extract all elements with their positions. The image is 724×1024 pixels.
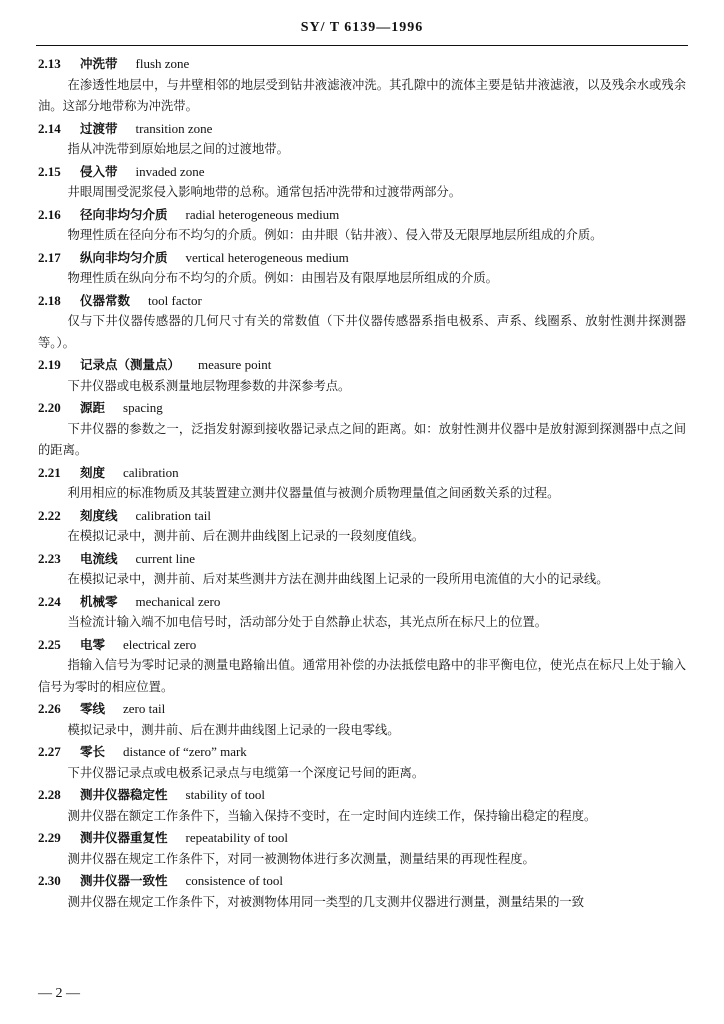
entry-2-30	[38, 870, 686, 913]
term-chinese: 电零	[80, 636, 106, 652]
term-chinese: 零长	[80, 744, 106, 759]
term-english: mechanical zero	[135, 593, 221, 609]
entry-2-25	[38, 634, 686, 699]
term-english: consistence of tool	[185, 873, 283, 888]
entry-2-19	[38, 354, 686, 397]
term-line	[38, 870, 686, 892]
term-number: 2.23	[38, 550, 61, 566]
term-line	[38, 53, 686, 75]
term-chinese: 刻度	[80, 464, 106, 480]
term-number: 2.24	[38, 593, 61, 609]
term-definition: 测井仪器在额定工作条件下，当输入保持不变时，在一定时间内连续工作，保持输出稳定的程度。	[67, 808, 597, 823]
entry-2-13	[38, 53, 686, 118]
term-definition: 测井仪器在规定工作条件下，对同一被测物体进行多次测量，测量结果的再现性程度。	[67, 851, 535, 866]
term-definition: 仅与下井仪器传感器的几何尺寸有关的常数值（下井仪器传感器系指电极系、声系、线圈系、放射性测井探测器等。）。	[38, 314, 686, 350]
entry-2-17	[38, 247, 686, 290]
term-english: invaded zone	[135, 163, 205, 179]
term-chinese: 零线	[80, 701, 106, 716]
term-number: 2.16	[38, 206, 61, 222]
document-body	[38, 53, 686, 913]
term-line	[38, 397, 686, 419]
entry-2-23	[38, 548, 686, 591]
term-number: 2.13	[38, 56, 61, 71]
term-chinese: 测井仪器稳定性	[80, 787, 168, 802]
term-chinese: 仪器常数	[80, 292, 131, 308]
term-chinese: 测井仪器重复性	[80, 830, 168, 845]
entry-2-29	[38, 827, 686, 870]
entry-2-22	[38, 505, 686, 548]
term-number: 2.21	[38, 464, 61, 480]
term-definition: 当检流计输入端不加电信号时，活动部分处于自然静止状态，其光点所在标尺上的位置。	[67, 615, 548, 629]
term-chinese: 测井仪器一致性	[80, 873, 168, 888]
term-chinese: 记录点（测量点）	[80, 357, 181, 372]
term-definition: 下井仪器记录点或电极系记录点与电缆第一个深度记号间的距离。	[67, 765, 425, 780]
term-line	[38, 161, 686, 183]
entry-2-15	[38, 161, 686, 204]
term-line	[38, 290, 686, 312]
term-chinese: 刻度线	[80, 507, 118, 523]
term-definition: 在模拟记录中，测井前、后在测井曲线图上记录的一段刻度值线。	[67, 529, 425, 543]
entry-2-21	[38, 462, 686, 505]
term-number: 2.30	[38, 873, 61, 888]
term-line	[38, 118, 686, 140]
term-line	[38, 741, 686, 763]
term-line	[38, 204, 686, 226]
term-english: calibration tail	[135, 507, 211, 523]
term-english: distance of “zero” mark	[123, 744, 247, 759]
term-number: 2.14	[38, 120, 61, 136]
entry-2-28	[38, 784, 686, 827]
term-english: vertical heterogeneous medium	[185, 249, 349, 265]
entry-2-14	[38, 118, 686, 161]
term-number: 2.18	[38, 292, 61, 308]
term-english: repeatability of tool	[185, 830, 289, 845]
term-chinese: 电流线	[80, 550, 118, 566]
entry-2-24	[38, 591, 686, 634]
page-number: — 2 —	[38, 986, 80, 1001]
term-definition: 井眼周围受泥浆侵入影响地带的总称。通常包括冲洗带和过渡带两部分。	[67, 185, 462, 199]
term-number: 2.27	[38, 744, 61, 759]
term-number: 2.26	[38, 701, 61, 716]
term-english: electrical zero	[123, 636, 197, 652]
term-chinese: 冲洗带	[80, 56, 118, 71]
term-line	[38, 827, 686, 849]
entry-2-20	[38, 397, 686, 462]
page-header: SY/ T 6139—1996	[300, 20, 424, 35]
term-number: 2.20	[38, 400, 61, 415]
term-number: 2.19	[38, 357, 61, 372]
term-chinese: 机械零	[80, 593, 118, 609]
term-definition: 模拟记录中，测井前、后在测井曲线图上记录的一段电零线。	[67, 722, 400, 737]
term-definition: 在渗透性地层中，与井壁相邻的地层受到钻井液滤液冲洗。其孔隙中的流体主要是钻井液滤液，以及残余水或残余油。这部分地带称为冲洗带。	[38, 77, 686, 113]
term-line	[38, 591, 686, 613]
term-english: flush zone	[135, 56, 190, 71]
term-line	[38, 462, 686, 484]
term-line	[38, 784, 686, 806]
term-chinese: 侵入带	[80, 163, 118, 179]
term-english: current line	[135, 550, 196, 566]
term-definition: 利用相应的标准物质及其装置建立测井仪器量值与被测介质物理量值之间函数关系的过程。	[67, 486, 560, 500]
term-line	[38, 247, 686, 269]
term-chinese: 纵向非均匀介质	[80, 249, 168, 265]
term-chinese: 源距	[80, 400, 106, 415]
term-chinese: 径向非均匀介质	[80, 206, 168, 222]
term-definition: 物理性质在纵向分布不均匀的介质。例如：由围岩及有限厚地层所组成的介质。	[67, 271, 498, 285]
term-definition: 物理性质在径向分布不均匀的介质。例如：由井眼（钻井液）、侵入带及无限厚地层所组成的介质。	[67, 228, 603, 242]
term-english: radial heterogeneous medium	[185, 206, 340, 222]
term-chinese: 过渡带	[80, 120, 118, 136]
term-english: zero tail	[123, 701, 166, 716]
term-line	[38, 505, 686, 527]
entry-2-16	[38, 204, 686, 247]
term-number: 2.15	[38, 163, 61, 179]
header-rule	[36, 45, 688, 46]
entry-2-18	[38, 290, 686, 355]
term-definition: 在模拟记录中，测井前、后对某些测井方法在测井曲线图上记录的一段所用电流值的大小的记录线。	[67, 572, 609, 586]
term-definition: 指输入信号为零时记录的测量电路输出值。通常用补偿的办法抵偿电路中的非平衡电位，使光点在标尺上处于输入信号为零时的相应位置。	[38, 658, 686, 694]
term-english: tool factor	[148, 292, 202, 308]
term-english: transition zone	[135, 120, 213, 136]
term-english: calibration	[123, 464, 179, 480]
term-line	[38, 354, 686, 376]
term-definition: 下井仪器或电极系测量地层物理参数的井深参考点。	[67, 378, 351, 393]
term-definition: 指从冲洗带到原始地层之间的过渡地带。	[67, 142, 289, 156]
term-definition: 下井仪器的参数之一，泛指发射源到接收器记录点之间的距离。如：放射性测井仪器中是放射源到探测器中点之间的距离。	[38, 421, 686, 457]
term-number: 2.25	[38, 636, 61, 652]
entry-2-26	[38, 698, 686, 741]
term-line	[38, 698, 686, 720]
term-english: spacing	[123, 400, 163, 415]
entry-2-27	[38, 741, 686, 784]
term-definition: 测井仪器在规定工作条件下，对被测物体用同一类型的几支测井仪器进行测量，测量结果的一致	[67, 894, 584, 909]
term-number: 2.29	[38, 830, 61, 845]
term-english: stability of tool	[185, 787, 265, 802]
term-number: 2.28	[38, 787, 61, 802]
term-line	[38, 634, 686, 656]
term-english: measure point	[198, 357, 272, 372]
term-number: 2.17	[38, 249, 61, 265]
term-number: 2.22	[38, 507, 61, 523]
term-line	[38, 548, 686, 570]
